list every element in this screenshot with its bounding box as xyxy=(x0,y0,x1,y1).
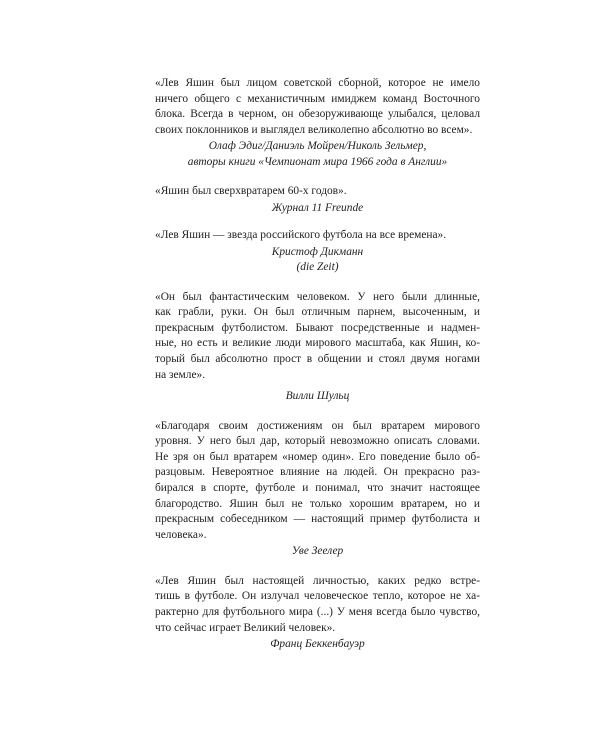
attribution-line: Уве Зеелер xyxy=(291,545,344,558)
quote-line: что сейчас играет Великий человек». xyxy=(155,621,336,634)
quote-block xyxy=(155,290,480,405)
quote-line: «Он был фантастическим человеком. У него были длинные, xyxy=(155,290,480,303)
quote-line: разцовым. Невероятное влияние на людей. Он прекрасно раз- xyxy=(155,466,480,479)
quote-block xyxy=(155,574,480,653)
quote-attribution xyxy=(155,139,480,170)
quote-line: своих поклонников и выглядел великолепно абсолютно во всем». xyxy=(155,123,473,136)
attribution-line: авторы книги «Чемпионат мира 1966 года в Англии» xyxy=(187,155,448,168)
quote-attribution xyxy=(155,201,480,216)
quote-attribution xyxy=(155,389,480,404)
quote-line: рактерно для футбольного мира (...) У меня всегда было чувство, xyxy=(155,605,480,618)
quote-line: ничего общего с механистичным имиджем команд Восточного xyxy=(155,92,480,105)
quote-line: человека». xyxy=(155,528,207,541)
quote-text xyxy=(155,574,480,636)
quote-line: прекрасным футболистом. Бывают посредственные и надмен- xyxy=(155,321,480,334)
quote-block xyxy=(155,419,480,560)
attribution-line: (die Zeit) xyxy=(296,261,339,274)
quote-line: прекрасным собеседником — настоящий пример футболиста и xyxy=(155,513,480,526)
quote-block xyxy=(155,228,480,275)
quote-block xyxy=(155,76,480,170)
quote-text xyxy=(155,76,480,138)
quote-text xyxy=(155,184,480,200)
quote-line: на земле». xyxy=(155,368,206,381)
quote-text xyxy=(155,290,480,384)
attribution-line: Кристоф Дикманн xyxy=(271,245,364,258)
quotes-column xyxy=(155,76,480,667)
attribution-line: Олаф Эдиг/Даниэль Мойрен/Николь Зельмер, xyxy=(208,140,427,153)
quote-line: благородство. Яшин был не только хорошим вратарем, но и xyxy=(155,497,480,510)
quote-line: «Благодаря своим достижениям он был вратарем мирового xyxy=(155,419,480,432)
attribution-line: Вилли Шульц xyxy=(285,390,350,403)
quote-attribution xyxy=(155,544,480,559)
quote-attribution xyxy=(155,245,480,276)
quote-line: «Лев Яшин был лицом советской сборной, которое не имело xyxy=(155,77,480,89)
quote-line: тишь в футболе. Он излучал человеческое тепло, которое не ха- xyxy=(155,590,480,603)
quote-line: «Лев Яшин был настоящей личностью, каких редко встре- xyxy=(155,574,480,587)
attribution-line: Журнал 11 Freunde xyxy=(271,201,364,214)
quote-line: блока. Всегда в черном, он обезоруживающе улыбался, целовал xyxy=(155,108,480,121)
quote-line: уровня. У него был дар, который невозможно описать словами. xyxy=(155,435,480,448)
quote-block xyxy=(155,184,480,216)
quote-line: Не зря он был вратарем «номер один». Его поведение было об- xyxy=(155,450,480,463)
quote-text xyxy=(155,228,480,244)
quote-line: «Лев Яшин — звезда российского футбола на все времена». xyxy=(155,229,447,242)
quote-line: бирался в спорте, футболе и понимал, что значит настоящее xyxy=(155,481,480,494)
quote-line: ные, но есть и великие люди мирового масштаба, как Яшин, ко- xyxy=(155,337,480,350)
quote-text xyxy=(155,419,480,544)
quote-line: торый был абсолютно прост в общении и стоял двумя ногами xyxy=(155,352,480,365)
quote-line: «Яшин был сверхвратарем 60-х годов». xyxy=(155,185,347,198)
quote-attribution xyxy=(155,637,480,652)
attribution-line: Франц Беккенбауэр xyxy=(270,638,365,651)
quote-line: как грабли, руки. Он был отличным парнем, высоченным, и xyxy=(155,306,480,319)
